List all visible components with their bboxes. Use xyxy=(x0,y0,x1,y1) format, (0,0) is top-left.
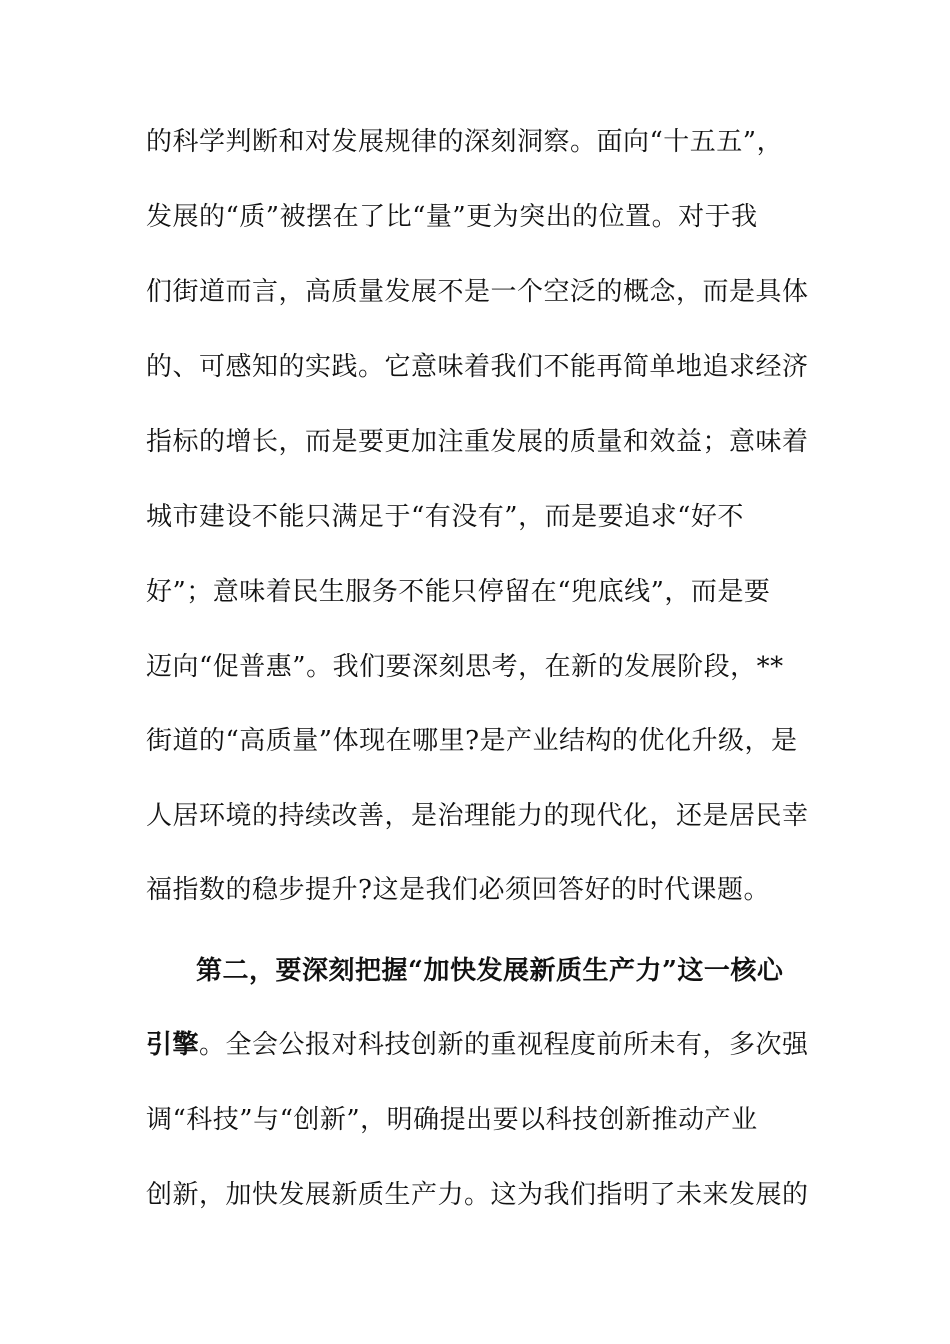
paragraph-2-line-4: 创新，加快发展新质生产力。这为我们指明了未来发展的 xyxy=(146,1180,809,1210)
paragraph-2-heading: 第二，要深刻把握“加快发展新质生产力”这一核心 xyxy=(196,956,784,986)
paragraph-2-line-2 xyxy=(146,1025,809,1065)
paragraph-2-line-3: 调“科技”与“创新”，明确提出要以科技创新推动产业 xyxy=(146,1105,758,1135)
paragraph-1-line-3: 们街道而言，高质量发展不是一个空泛的概念，而是具体 xyxy=(146,277,809,307)
paragraph-1-line-1: 的科学判断和对发展规律的深刻洞察。面向“十五五”， xyxy=(146,127,784,157)
paragraph-1-line-11: 福指数的稳步提升?这是我们必须回答好的时代课题。 xyxy=(146,875,770,905)
paragraph-1-line-7: 好”；意味着民生服务不能只停留在“兜底线”，而是要 xyxy=(146,577,771,607)
paragraph-1-line-5: 指标的增长，而是要更加注重发展的质量和效益；意味着 xyxy=(146,427,809,457)
paragraph-2-line-2-rest: 。全会公报对科技创新的重视程度前所未有，多次强 xyxy=(199,1030,809,1060)
paragraph-1-line-4: 的、可感知的实践。它意味着我们不能再简单地追求经济 xyxy=(146,352,809,382)
paragraph-1-line-2: 发展的“质”被摆在了比“量”更为突出的位置。对于我 xyxy=(146,202,758,232)
paragraph-1-line-6: 城市建设不能只满足于“有没有”，而是要追求“好不 xyxy=(146,502,744,532)
paragraph-1-line-10: 人居环境的持续改善，是治理能力的现代化，还是居民幸 xyxy=(146,801,809,831)
paragraph-2-heading-end: 引擎 xyxy=(146,1030,200,1060)
paragraph-1-line-9: 街道的“高质量”体现在哪里?是产业结构的优化升级，是 xyxy=(146,726,798,756)
paragraph-1-line-8: 迈向“促普惠”。我们要深刻思考，在新的发展阶段，** xyxy=(146,652,784,682)
